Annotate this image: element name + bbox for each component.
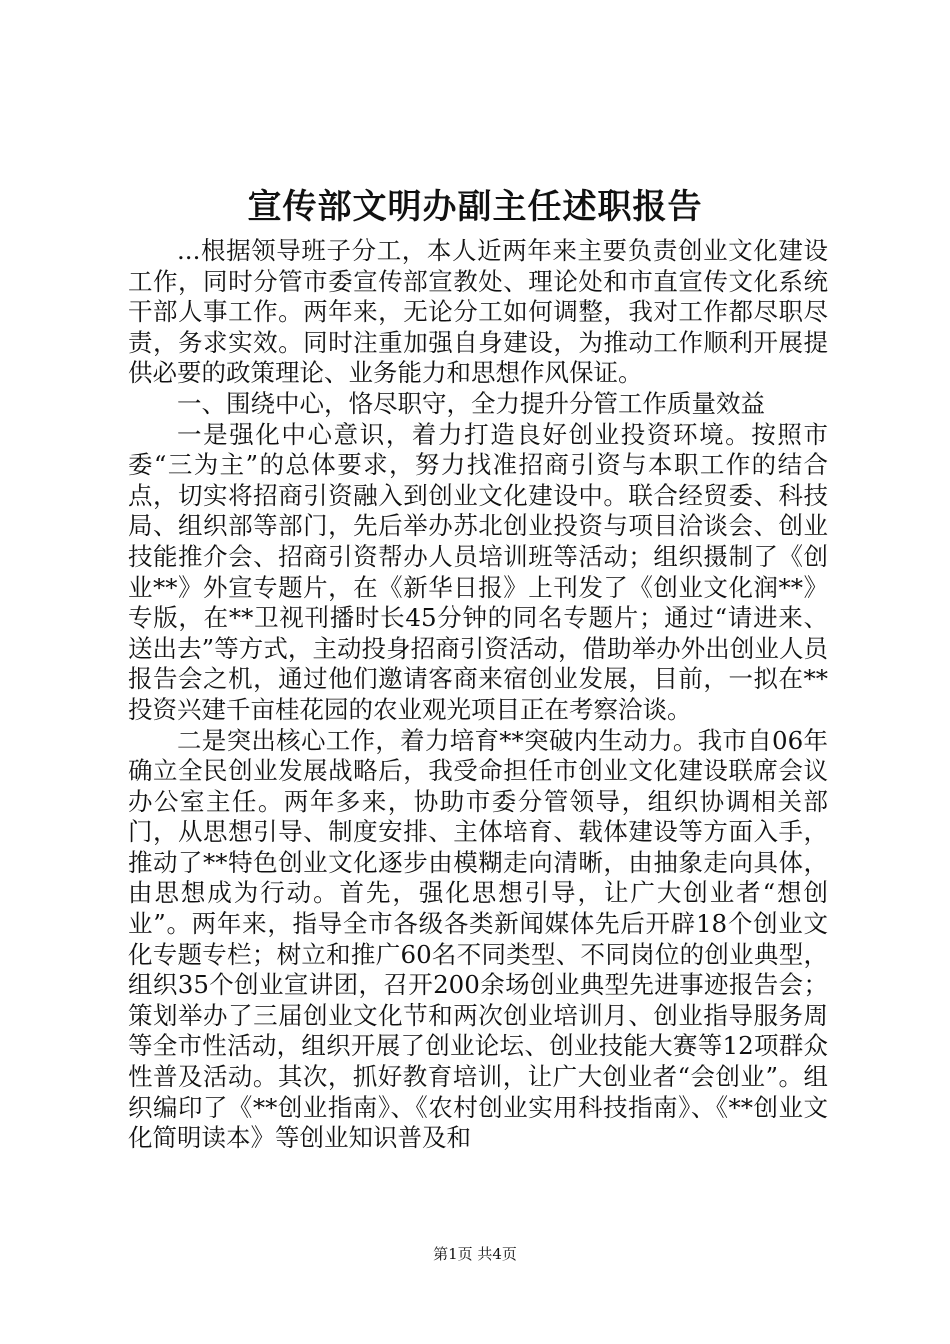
document-body	[128, 236, 828, 1154]
body-paragraph: 一是强化中心意识，着力打造良好创业投资环境。按照市委“三为主”的总体要求，努力找准招商引资与本职工作的结合点，切实将招商引资融入到创业文化建设中。联合经贸委、科技局、组织部等部门，先后举办苏北创业投资与项目洽谈会、创业技能推介会、招商引资帮办人员培训班等活动；组织摄制了《创业**》外宣专题片，在《新华日报》上刊发了《创业文化润**》专版，在**卫视刊播时长45分钟的同名专题片；通过“请进来、送出去”等方式，主动投身招商引资活动，借助举办外出创业人员报告会之机，通过他们邀请客商来宿创业发展，目前，一拟在**投资兴建千亩桂花园的农业观光项目正在考察洽谈。	[128, 419, 828, 724]
body-paragraph: 二是突出核心工作，着力培育**突破内生动力。我市自06年确立全民创业发展战略后，我受命担任市创业文化建设联席会议办公室主任。两年多来，协助市委分管领导，组织协调相关部门，从思想引导、制度安排、主体培育、载体建设等方面入手，推动了**特色创业文化逐步由模糊走向清晰，由抽象走向具体，由思想成为行动。首先，强化思想引导，让广大创业者“想创业”。两年来，指导全市各级各类新闻媒体先后开辟18个创业文化专题专栏；树立和推广60名不同类型、不同岗位的创业典型，组织35个创业宣讲团，召开200余场创业典型先进事迹报告会；策划举办了三届创业文化节和两次创业培训月、创业指导服务周等全市性活动，组织开展了创业论坛、创业技能大赛等12项群众性普及活动。其次，抓好教育培训，让广大创业者“会创业”。组织编印了《**创业指南》、《农村创业实用科技指南》、《**创业文化简明读本》等创业知识普及和	[128, 725, 828, 1153]
intro-paragraph: ...根据领导班子分工，本人近两年来主要负责创业文化建设工作，同时分管市委宣传部宣教处、理论处和市直宣传文化系统干部人事工作。两年来，无论分工如何调整，我对工作都尽职尽责，务求实效。同时注重加强自身建设，为推动工作顺利开展提供必要的政策理论、业务能力和思想作风保证。	[128, 236, 828, 388]
section-heading: 一、围绕中心，恪尽职守，全力提升分管工作质量效益	[177, 388, 765, 418]
page-footer: 第1页 共4页	[433, 1245, 517, 1263]
document-title: 宣传部文明办副主任述职报告	[247, 187, 703, 227]
